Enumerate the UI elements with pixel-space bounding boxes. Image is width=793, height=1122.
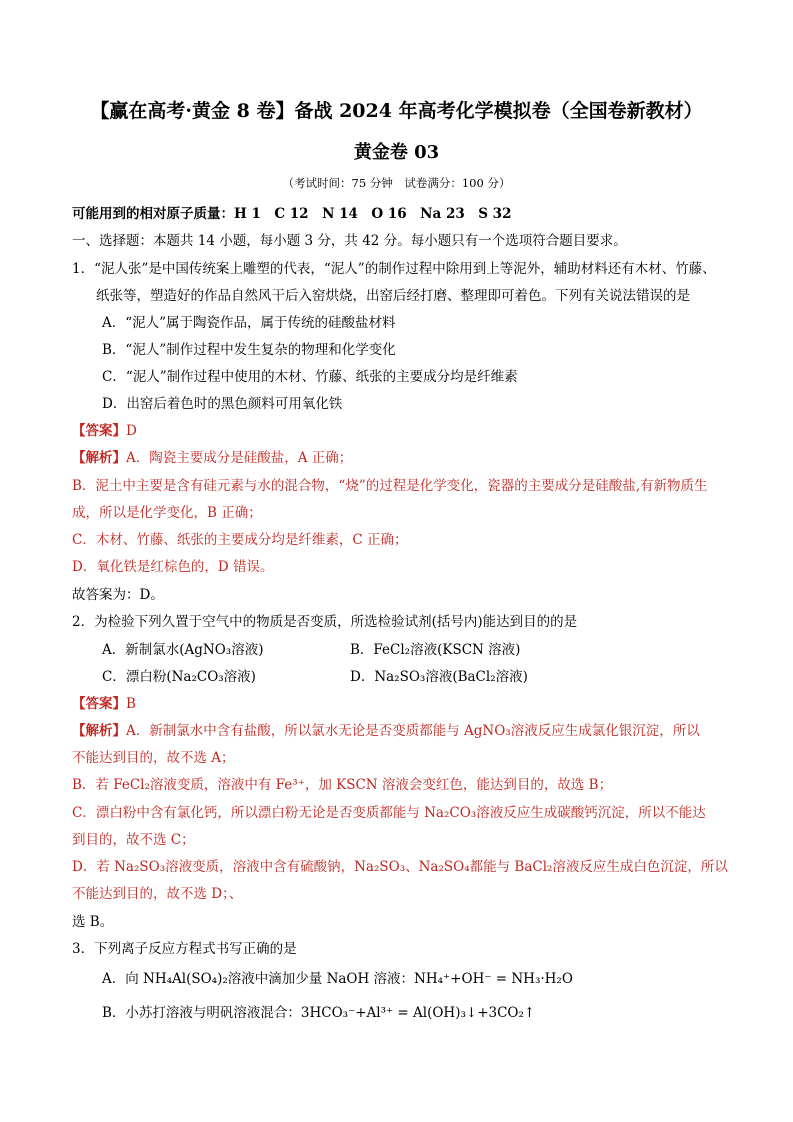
q1-option-c: C．“泥人”制作过程中使用的木材、竹藤、纸张的主要成分均是纤维素 bbox=[102, 369, 518, 385]
q1-analysis-line1 bbox=[72, 446, 352, 466]
q1-analysis-line4: C．木材、竹藤、纸张的主要成分均是纤维素，C 正确； bbox=[72, 532, 408, 548]
q1-answer bbox=[72, 419, 137, 439]
q1-analysis-line5: D．氧化铁是红棕色的，D 错误。 bbox=[72, 559, 274, 575]
q2-analysis-line3: B．若 FeCl₂溶液变质，溶液中有 Fe³⁺，加 KSCN 溶液会变红色，能达到目的，故选 B； bbox=[72, 777, 613, 793]
q2-option-c: C．漂白粉(Na₂CO₃溶液) bbox=[102, 669, 256, 685]
q2-option-a: A．新制氯水(AgNO₃溶液) bbox=[102, 642, 264, 658]
q2-analysis-line7: 不能达到目的，故不选 D；、 bbox=[72, 886, 243, 902]
exam-info: （考试时间：75 分钟 试卷满分：100 分） bbox=[282, 176, 511, 190]
q1-option-b: B．“泥人”制作过程中发生复杂的物理和化学变化 bbox=[102, 342, 396, 358]
q2-conclusion: 选 B。 bbox=[72, 914, 114, 930]
answer-label: 【答案】 bbox=[72, 423, 126, 439]
q3-option-b: B．小苏打溶液与明矾溶液混合：3HCO₃⁻+Al³⁺ = Al(OH)₃↓+3CO₂↑ bbox=[102, 1005, 536, 1021]
q2-analysis-line2: 不能达到目的，故不选 A； bbox=[72, 750, 235, 766]
q1-analysis-line3: 成，所以是化学变化，B 正确； bbox=[72, 505, 262, 521]
page-title: 【赢在高考·黄金 8 卷】备战 2024 年高考化学模拟卷（全国卷新教材） bbox=[90, 100, 703, 122]
analysis-label: 【解析】 bbox=[72, 723, 126, 739]
q3-stem: 3．下列离子反应方程式书写正确的是 bbox=[72, 941, 297, 957]
answer-value: B bbox=[126, 696, 136, 712]
q1-stem-line1: 1．“泥人张”是中国传统案上雕塑的代表，“泥人”的制作过程中除用到上等泥外，辅助材料还有木材、竹藤、 bbox=[72, 261, 716, 277]
q1-option-d: D．出窑后着色时的黑色颜料可用氧化铁 bbox=[102, 396, 343, 412]
q2-stem: 2．为检验下列久置于空气中的物质是否变质，所选检验试剂(括号内)能达到目的的是 bbox=[72, 614, 578, 630]
q1-analysis-line2: B．泥土中主要是含有硅元素与水的混合物，“烧”的过程是化学变化，瓷器的主要成分是硅酸盐,有新物质生 bbox=[72, 478, 708, 494]
analysis-text: A．新制氯水中含有盐酸，所以氯水无论是否变质都能与 AgNO₃溶液反应生成氯化银沉淀，所以 bbox=[126, 723, 700, 739]
atomic-masses: 可能用到的相对原子质量：H 1 C 12 N 14 O 16 Na 23 S 32 bbox=[72, 206, 512, 222]
q3-option-a: A．向 NH₄Al(SO₄)₂溶液中滴加少量 NaOH 溶液：NH₄⁺+OH⁻ = NH₃·H₂O bbox=[102, 971, 573, 987]
q2-option-d: D．Na₂SO₃溶液(BaCl₂溶液) bbox=[350, 669, 528, 685]
q2-analysis-line1 bbox=[72, 719, 700, 739]
q2-option-b: B．FeCl₂溶液(KSCN 溶液) bbox=[350, 642, 521, 658]
answer-label: 【答案】 bbox=[72, 696, 126, 712]
paper-subtitle: 黄金卷 03 bbox=[353, 142, 440, 163]
analysis-label: 【解析】 bbox=[72, 450, 126, 466]
q1-stem-line2: 纸张等，塑造好的作品自然风干后入窑烘烧，出窑后经打磨、整理即可着色。下列有关说法错误的是 bbox=[96, 288, 690, 304]
q2-analysis-line4: C．漂白粉中含有氯化钙，所以漂白粉无论是否变质都能与 Na₂CO₃溶液反应生成碳酸钙沉淀，所以不能达 bbox=[72, 805, 706, 821]
q2-answer bbox=[72, 692, 136, 712]
q1-conclusion: 故答案为：D。 bbox=[72, 587, 164, 603]
analysis-text: A．陶瓷主要成分是硅酸盐，A 正确； bbox=[126, 450, 353, 466]
q2-analysis-line6: D．若 Na₂SO₃溶液变质，溶液中含有硫酸钠，Na₂SO₃、Na₂SO₄都能与 BaCl₂溶液反应生成白色沉淀，所以 bbox=[72, 859, 728, 875]
answer-value: D bbox=[126, 423, 137, 439]
q2-analysis-line5: 到目的，故不选 C； bbox=[72, 832, 195, 848]
section-intro: 一、选择题：本题共 14 小题，每小题 3 分，共 42 分。每小题只有一个选项符合题目要求。 bbox=[72, 233, 627, 249]
q1-option-a: A．“泥人”属于陶瓷作品，属于传统的硅酸盐材料 bbox=[102, 315, 396, 331]
